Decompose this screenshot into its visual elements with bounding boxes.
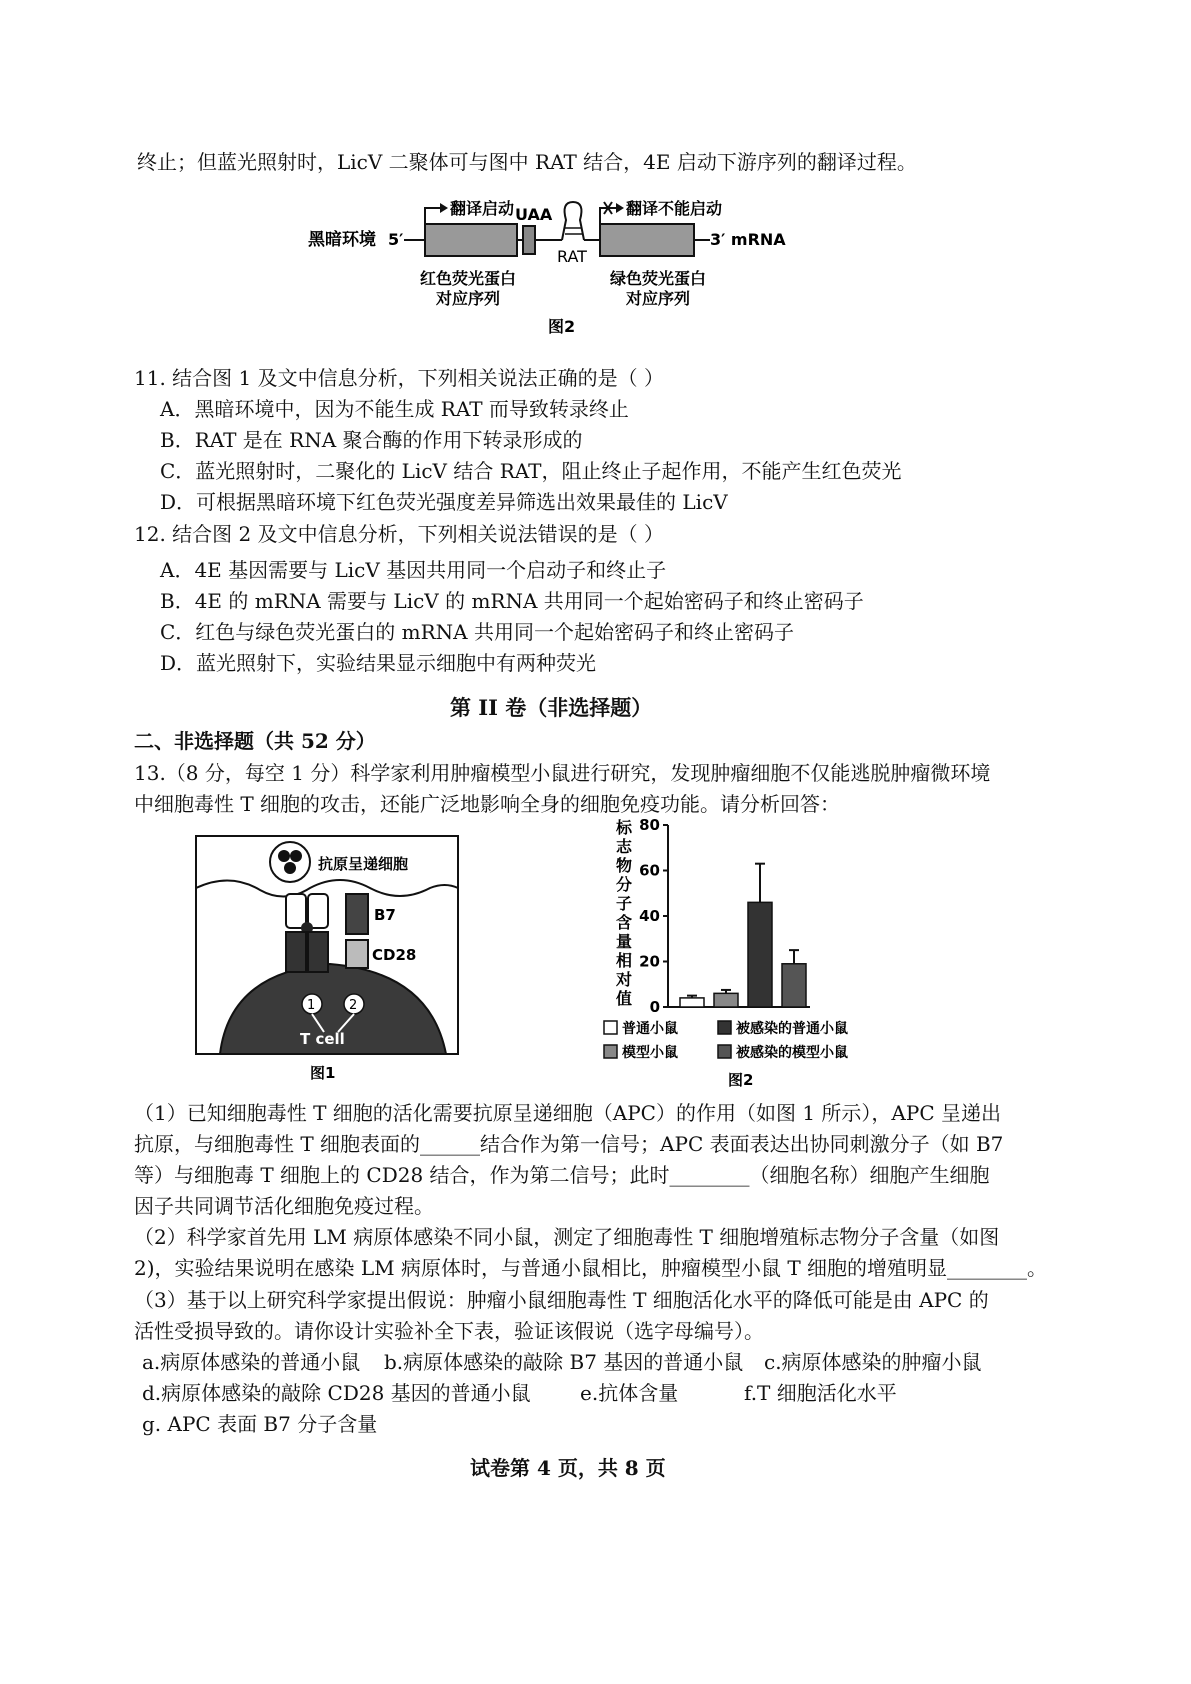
page-footer: 试卷第 4 页，共 8 页 [470, 1456, 666, 1480]
fig2-bar-chart [600, 815, 910, 1090]
choice-d: d.病原体感染的敲除 CD28 基因的普通小鼠 [142, 1381, 531, 1405]
q13-p1-line1: （1）已知细胞毒性 T 细胞的活化需要抗原呈递细胞（APC）的作用（如图 1 所示），APC 呈递出 [134, 1101, 1001, 1125]
stop-codon-label: UAA [515, 205, 553, 224]
q12-option-d: D．蓝光照射下，实验结果显示细胞中有两种荧光 [160, 651, 597, 675]
legend-label: 被感染的模型小鼠 [736, 1045, 848, 1061]
uaa-box [523, 226, 535, 254]
y-axis-label-char: 志 [616, 837, 633, 856]
red-seq-line1: 红色荧光蛋白 [420, 269, 517, 288]
q11-option-d: D．可根据黑暗环境下红色荧光强度差异筛选出效果最佳的 LicV [160, 490, 728, 514]
q11-option-a: A．黑暗环境中，因为不能生成 RAT 而导致转录终止 [160, 397, 629, 421]
legend-label: 普通小鼠 [622, 1021, 678, 1037]
tcell-label: T cell [300, 1030, 345, 1048]
fig2-top-caption: 图2 [548, 317, 576, 336]
y-tick-label: 40 [639, 907, 660, 925]
legend-label: 模型小鼠 [622, 1045, 678, 1061]
green-sequence-box [600, 224, 694, 256]
signal-2-label: 2 [349, 998, 358, 1013]
choice-e: e.抗体含量 [580, 1381, 679, 1405]
cd28-label: CD28 [372, 946, 417, 964]
fig1-apc-tcell-diagram [190, 832, 470, 1082]
q13-p1-line2: 抗原，与细胞毒性 T 细胞表面的______结合作为第一信号；APC 表面表达出协同刺激分子（如 B7 [134, 1132, 1004, 1156]
bar [748, 902, 772, 1007]
fig1-caption: 图1 [310, 1064, 336, 1082]
three-prime-label: 3′ mRNA [710, 230, 786, 249]
y-tick-label: 80 [639, 816, 660, 834]
q11-stem: 11. 结合图 1 及文中信息分析，下列相关说法正确的是（ ） [134, 366, 664, 390]
y-tick-label: 60 [639, 861, 660, 880]
q13-p1-line4: 因子共同调节活化细胞免疫过程。 [134, 1194, 434, 1218]
y-axis-label-char: 值 [616, 989, 633, 1008]
start-label: 翻译启动 [450, 199, 515, 218]
q13-p3-line2: 活性受损导致的。请你设计实验补全下表，验证该假说（选字母编号）。 [134, 1319, 764, 1343]
no-start-label: 翻译不能启动 [626, 199, 723, 218]
env-label: 黑暗环境 [308, 230, 376, 250]
y-axis-label-char: 量 [616, 932, 633, 951]
y-tick-label: 0 [649, 998, 660, 1016]
q12-stem: 12. 结合图 2 及文中信息分析，下列相关说法错误的是（ ） [134, 522, 664, 546]
y-axis-label-char: 含 [616, 913, 633, 932]
q13-p1-line3: 等）与细胞毒 T 细胞上的 CD28 结合，作为第二信号；此时________（细胞名称）细胞产生细胞 [134, 1163, 990, 1187]
bar [782, 964, 806, 1007]
choice-c: c.病原体感染的肿瘤小鼠 [764, 1350, 982, 1374]
rat-label: RAT [557, 247, 587, 266]
green-seq-line1: 绿色荧光蛋白 [610, 269, 707, 288]
intro-line: 终止；但蓝光照射时，LicV 二聚体可与图中 RAT 结合，4E 启动下游序列的翻译过程。 [137, 150, 917, 174]
q12-option-b: B．4E 的 mRNA 需要与 LicV 的 mRNA 共用同一个起始密码子和终止密码子 [160, 589, 864, 613]
y-axis-label-char: 相 [616, 951, 633, 970]
legend-swatch [604, 1045, 617, 1058]
red-seq-line2: 对应序列 [436, 289, 501, 308]
q13-p3-line1: （3）基于以上研究科学家提出假说：肿瘤小鼠细胞毒性 T 细胞活化水平的降低可能是由 APC 的 [134, 1288, 989, 1312]
green-seq-line2: 对应序列 [626, 289, 691, 308]
bar [714, 993, 738, 1007]
q11-option-c: C．蓝光照射时，二聚化的 LicV 结合 RAT，阻止终止子起作用，不能产生红色荧光 [160, 459, 902, 483]
section-title: 第 II 卷（非选择题） [450, 695, 653, 720]
bar [680, 998, 704, 1007]
q11-option-b: B．RAT 是在 RNA 聚合酶的作用下转录形成的 [160, 428, 583, 452]
y-axis-label-char: 物 [616, 856, 633, 875]
section2-heading: 二、非选择题（共 52 分） [134, 729, 376, 753]
legend-label: 被感染的普通小鼠 [736, 1021, 848, 1037]
y-axis-label-char: 子 [616, 894, 633, 913]
apc-label: 抗原呈递细胞 [318, 855, 409, 873]
y-tick-label: 20 [639, 952, 660, 971]
choice-g: g. APC 表面 B7 分子含量 [142, 1412, 378, 1436]
choice-a: a.病原体感染的普通小鼠 [142, 1350, 361, 1374]
choice-f: f.T 细胞活化水平 [744, 1381, 897, 1405]
y-axis-label-char: 分 [616, 875, 633, 894]
q13-p2-line1: （2）科学家首先用 LM 病原体感染不同小鼠，测定了细胞毒性 T 细胞增殖标志物分子含量（如图 [134, 1225, 1000, 1249]
legend-swatch [718, 1045, 731, 1058]
five-prime: 5′ [388, 230, 404, 249]
legend-swatch [604, 1021, 617, 1034]
mrna-construct-diagram [300, 190, 820, 340]
choice-b: b.病原体感染的敲除 B7 基因的普通小鼠 [384, 1350, 744, 1374]
y-axis-label-char: 标 [616, 818, 633, 837]
fig2-caption: 图2 [728, 1071, 754, 1089]
q13-intro-line1: 13.（8 分，每空 1 分）科学家利用肿瘤模型小鼠进行研究，发现肿瘤细胞不仅能逃脱肿瘤微环境 [134, 761, 991, 785]
q12-option-c: C．红色与绿色荧光蛋白的 mRNA 共用同一个起始密码子和终止密码子 [160, 620, 794, 644]
red-sequence-box [425, 224, 517, 256]
b7-label: B7 [374, 906, 396, 924]
q13-p2-line2: 2)，实验结果说明在感染 LM 病原体时，与普通小鼠相比，肿瘤模型小鼠 T 细胞的增殖明显________。 [134, 1256, 1048, 1280]
q13-intro-line2: 中细胞毒性 T 细胞的攻击，还能广泛地影响全身的细胞免疫功能。请分析回答： [134, 792, 841, 816]
y-axis-label-char: 对 [616, 970, 633, 989]
q12-option-a: A．4E 基因需要与 LicV 基因共用同一个启动子和终止子 [160, 558, 667, 582]
legend-swatch [718, 1021, 731, 1034]
signal-1-label: 1 [307, 998, 316, 1013]
